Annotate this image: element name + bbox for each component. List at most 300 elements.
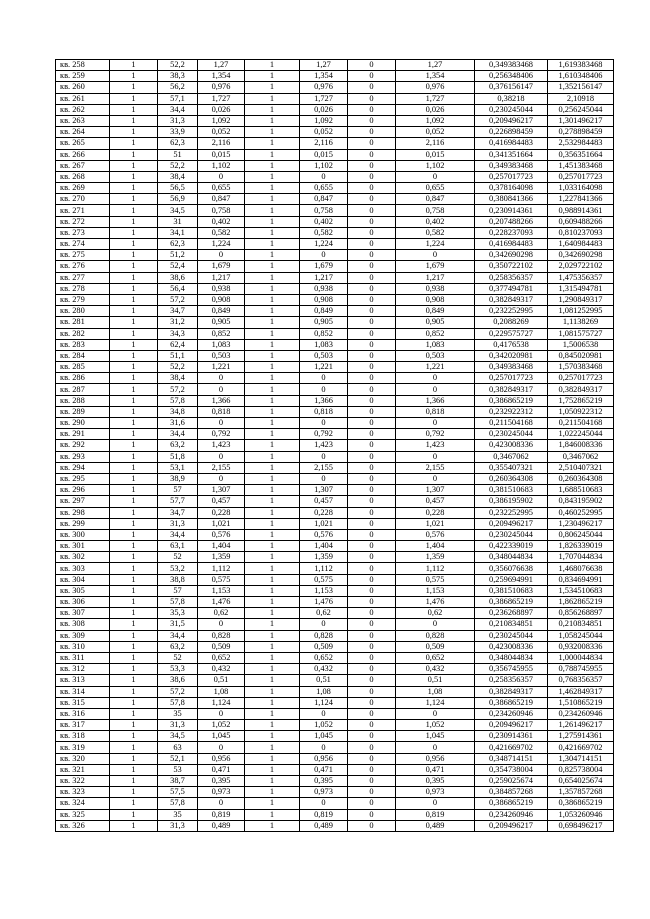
value-cell: 1 (110, 809, 158, 820)
value-cell: 0,355407321 (475, 462, 548, 473)
value-cell: 1 (245, 753, 300, 764)
table-row (56, 809, 614, 820)
apartment-cell: кв. 303 (56, 563, 110, 574)
value-cell: 1 (245, 451, 300, 462)
value-cell: 0,026 (198, 104, 245, 115)
value-cell: 1,224 (396, 239, 475, 250)
table-row (56, 82, 614, 93)
table-row (56, 731, 614, 742)
value-cell: 38,4 (158, 373, 198, 384)
value-cell: 0 (348, 641, 396, 652)
value-cell: 1,224 (198, 239, 245, 250)
value-cell: 1 (110, 753, 158, 764)
value-cell: 0,210834851 (548, 619, 614, 630)
value-cell: 0,818 (198, 406, 245, 417)
value-cell: 1 (110, 362, 158, 373)
value-cell: 0 (348, 708, 396, 719)
value-cell: 1 (245, 473, 300, 484)
value-cell: 1 (245, 261, 300, 272)
value-cell: 0,416984483 (475, 138, 548, 149)
value-cell: 0 (348, 283, 396, 294)
value-cell: 35 (158, 809, 198, 820)
value-cell: 0,938 (300, 283, 348, 294)
value-cell: 0,228 (300, 507, 348, 518)
value-cell: 1,423 (396, 440, 475, 451)
value-cell: 62,4 (158, 339, 198, 350)
table-row (56, 205, 614, 216)
value-cell: 0 (348, 507, 396, 518)
apartment-cell: кв. 294 (56, 462, 110, 473)
value-cell: 1 (245, 641, 300, 652)
value-cell: 0 (348, 820, 396, 831)
value-cell: 1 (110, 798, 158, 809)
value-cell: 0 (348, 60, 396, 71)
value-cell: 0,908 (396, 294, 475, 305)
value-cell: 0,655 (396, 183, 475, 194)
value-cell: 0,211504168 (475, 418, 548, 429)
table-row (56, 306, 614, 317)
value-cell: 1,354 (396, 71, 475, 82)
value-cell: 1 (245, 373, 300, 384)
value-cell: 0,825738004 (548, 764, 614, 775)
value-cell: 0,226898459 (475, 127, 548, 138)
value-cell: 38,7 (158, 776, 198, 787)
apartment-cell: кв. 281 (56, 317, 110, 328)
value-cell: 0 (198, 708, 245, 719)
value-cell: 0,256245044 (548, 104, 614, 115)
value-cell: 0,232252995 (475, 306, 548, 317)
value-cell: 1 (110, 216, 158, 227)
value-cell: 1 (110, 764, 158, 775)
value-cell: 0 (300, 373, 348, 384)
value-cell: 0 (348, 652, 396, 663)
value-cell: 1,359 (300, 552, 348, 563)
value-cell: 62,3 (158, 138, 198, 149)
value-cell: 0,856268897 (548, 608, 614, 619)
value-cell: 0 (348, 764, 396, 775)
value-cell: 0,847 (198, 194, 245, 205)
value-cell: 1,227841366 (548, 194, 614, 205)
apartment-cell: кв. 301 (56, 541, 110, 552)
apartment-cell: кв. 283 (56, 339, 110, 350)
value-cell: 1 (110, 731, 158, 742)
value-cell: 0 (348, 473, 396, 484)
value-cell: 0,509 (300, 641, 348, 652)
value-cell: 0 (396, 451, 475, 462)
table-row (56, 585, 614, 596)
value-cell: 1,050922312 (548, 406, 614, 417)
value-cell: 57,8 (158, 597, 198, 608)
value-cell: 1,112 (300, 563, 348, 574)
value-cell: 0,503 (396, 350, 475, 361)
table-row (56, 742, 614, 753)
value-cell: 0 (348, 127, 396, 138)
value-cell: 2,155 (198, 462, 245, 473)
value-cell: 0,845020981 (548, 350, 614, 361)
value-cell: 1 (245, 317, 300, 328)
value-cell: 35 (158, 708, 198, 719)
value-cell: 0,806245044 (548, 529, 614, 540)
table-row (56, 776, 614, 787)
value-cell: 2,532984483 (548, 138, 614, 149)
value-cell: 0,257017723 (475, 171, 548, 182)
value-cell: 0,386865219 (475, 395, 548, 406)
value-cell: 1 (110, 787, 158, 798)
apartment-cell: кв. 272 (56, 216, 110, 227)
apartment-cell: кв. 293 (56, 451, 110, 462)
value-cell: 1 (245, 138, 300, 149)
value-cell: 1 (245, 171, 300, 182)
value-cell: 1 (110, 708, 158, 719)
value-cell: 1 (110, 183, 158, 194)
value-cell: 34,4 (158, 104, 198, 115)
table-row (56, 563, 614, 574)
value-cell: 0,976 (198, 82, 245, 93)
value-cell: 1 (245, 574, 300, 585)
value-cell: 1 (245, 630, 300, 641)
value-cell: 0 (348, 809, 396, 820)
apartment-cell: кв. 261 (56, 93, 110, 104)
value-cell: 0,576 (300, 529, 348, 540)
value-cell: 1 (110, 552, 158, 563)
value-cell: 1,217 (300, 272, 348, 283)
value-cell: 1,752865219 (548, 395, 614, 406)
value-cell: 0,382849317 (475, 384, 548, 395)
value-cell: 0,256348406 (475, 71, 548, 82)
table-row (56, 149, 614, 160)
value-cell: 1 (110, 473, 158, 484)
value-cell: 63,1 (158, 541, 198, 552)
value-cell: 1 (110, 294, 158, 305)
apartment-cell: кв. 320 (56, 753, 110, 764)
value-cell: 0 (348, 496, 396, 507)
value-cell: 0 (198, 619, 245, 630)
table-row (56, 60, 614, 71)
value-cell: 0 (396, 798, 475, 809)
value-cell: 0,908 (300, 294, 348, 305)
value-cell: 0,576 (198, 529, 245, 540)
value-cell: 0,228237093 (475, 227, 548, 238)
value-cell: 52,2 (158, 362, 198, 373)
table-row (56, 619, 614, 630)
table-row (56, 597, 614, 608)
value-cell: 2,116 (198, 138, 245, 149)
value-cell: 1,112 (396, 563, 475, 574)
value-cell: 0,792 (198, 429, 245, 440)
value-cell: 0 (198, 171, 245, 182)
value-cell: 0 (300, 798, 348, 809)
apartment-cell: кв. 290 (56, 418, 110, 429)
value-cell: 0,652 (300, 652, 348, 663)
value-cell: 0,421669702 (475, 742, 548, 753)
value-cell: 0,819 (198, 809, 245, 820)
table-row (56, 328, 614, 339)
value-cell: 0 (348, 529, 396, 540)
value-cell: 57,7 (158, 496, 198, 507)
value-cell: 57,1 (158, 93, 198, 104)
value-cell: 63,2 (158, 440, 198, 451)
value-cell: 0,342690298 (548, 250, 614, 261)
value-cell: 1 (245, 597, 300, 608)
value-cell: 0,810237093 (548, 227, 614, 238)
value-cell: 38,6 (158, 675, 198, 686)
value-cell: 0,230914361 (475, 731, 548, 742)
value-cell: 38,9 (158, 473, 198, 484)
apartment-cell: кв. 321 (56, 764, 110, 775)
value-cell: 1,092 (396, 115, 475, 126)
value-cell: 0,232922312 (475, 406, 548, 417)
value-cell: 31,3 (158, 115, 198, 126)
value-cell: 53,1 (158, 462, 198, 473)
value-cell: 1,153 (198, 585, 245, 596)
apartment-cell: кв. 262 (56, 104, 110, 115)
value-cell: 0,228 (198, 507, 245, 518)
value-cell: 1,261496217 (548, 720, 614, 731)
value-cell: 34,7 (158, 306, 198, 317)
value-cell: 0 (348, 518, 396, 529)
value-cell: 1 (245, 160, 300, 171)
table-row (56, 339, 614, 350)
table-row (56, 473, 614, 484)
value-cell: 0 (348, 82, 396, 93)
value-cell: 34,4 (158, 429, 198, 440)
value-cell: 2,116 (396, 138, 475, 149)
value-cell: 0,609488266 (548, 216, 614, 227)
apartment-cell: кв. 269 (56, 183, 110, 194)
apartment-cell: кв. 314 (56, 686, 110, 697)
value-cell: 0,758 (198, 205, 245, 216)
value-cell: 1 (110, 742, 158, 753)
value-cell: 0 (348, 787, 396, 798)
apartment-cell: кв. 273 (56, 227, 110, 238)
value-cell: 0,423008336 (475, 440, 548, 451)
value-cell: 1 (110, 776, 158, 787)
apartment-cell: кв. 264 (56, 127, 110, 138)
value-cell: 1,217 (198, 272, 245, 283)
value-cell: 1 (245, 708, 300, 719)
table-row (56, 104, 614, 115)
table-row (56, 641, 614, 652)
apartment-cell: кв. 289 (56, 406, 110, 417)
value-cell: 0 (348, 406, 396, 417)
value-cell: 1,224 (300, 239, 348, 250)
value-cell: 0,052 (396, 127, 475, 138)
value-cell: 1,124 (300, 697, 348, 708)
value-cell: 0,015 (198, 149, 245, 160)
value-cell: 0,758 (300, 205, 348, 216)
table-row (56, 127, 614, 138)
value-cell: 1,27 (198, 60, 245, 71)
value-cell: 57 (158, 585, 198, 596)
value-cell: 0,349383468 (475, 60, 548, 71)
value-cell: 0 (348, 697, 396, 708)
value-cell: 1,102 (396, 160, 475, 171)
value-cell: 2,510407321 (548, 462, 614, 473)
value-cell: 1 (110, 261, 158, 272)
value-cell: 51,2 (158, 250, 198, 261)
value-cell: 0 (348, 171, 396, 182)
value-cell: 38,6 (158, 272, 198, 283)
value-cell: 0,973 (300, 787, 348, 798)
value-cell: 0 (198, 451, 245, 462)
table-row (56, 115, 614, 126)
value-cell: 62,3 (158, 239, 198, 250)
value-cell: 38,3 (158, 71, 198, 82)
value-cell: 1 (245, 149, 300, 160)
value-cell: 0,38218 (475, 93, 548, 104)
value-cell: 0,432 (198, 664, 245, 675)
value-cell: 1 (245, 619, 300, 630)
value-cell: 0 (348, 451, 396, 462)
value-cell: 0,908 (198, 294, 245, 305)
value-cell: 0,457 (396, 496, 475, 507)
value-cell: 0,828 (396, 630, 475, 641)
value-cell: 0 (348, 272, 396, 283)
value-cell: 0,015 (396, 149, 475, 160)
value-cell: 0,503 (300, 350, 348, 361)
value-cell: 1,307 (198, 485, 245, 496)
apartment-cell: кв. 310 (56, 641, 110, 652)
value-cell: 34,4 (158, 529, 198, 540)
value-cell: 0,260364308 (475, 473, 548, 484)
table-row (56, 529, 614, 540)
value-cell: 1 (110, 529, 158, 540)
value-cell: 1 (245, 742, 300, 753)
value-cell: 0,356076638 (475, 563, 548, 574)
table-row (56, 708, 614, 719)
apartment-cell: кв. 302 (56, 552, 110, 563)
value-cell: 0,819 (396, 809, 475, 820)
value-cell: 52 (158, 652, 198, 663)
value-cell: 1,275914361 (548, 731, 614, 742)
value-cell: 0,402 (300, 216, 348, 227)
value-cell: 1 (110, 418, 158, 429)
value-cell: 1 (110, 384, 158, 395)
value-cell: 1,021 (300, 518, 348, 529)
table-row (56, 384, 614, 395)
value-cell: 1,124 (396, 697, 475, 708)
apartment-cell: кв. 317 (56, 720, 110, 731)
table-row (56, 787, 614, 798)
value-cell: 0,378164098 (475, 183, 548, 194)
value-cell: 1,610348406 (548, 71, 614, 82)
value-cell: 1 (245, 60, 300, 71)
value-cell: 0 (396, 171, 475, 182)
value-cell: 1 (245, 283, 300, 294)
value-cell: 1,619383468 (548, 60, 614, 71)
value-cell: 52 (158, 552, 198, 563)
value-cell: 0 (348, 384, 396, 395)
value-cell: 0,973 (198, 787, 245, 798)
table-row (56, 753, 614, 764)
value-cell: 1,5006538 (548, 339, 614, 350)
value-cell: 1,404 (198, 541, 245, 552)
value-cell: 1 (245, 406, 300, 417)
value-cell: 1 (110, 585, 158, 596)
value-cell: 0,278898459 (548, 127, 614, 138)
value-cell: 1 (110, 239, 158, 250)
value-cell: 0,416984483 (475, 239, 548, 250)
value-cell: 1,476 (300, 597, 348, 608)
value-cell: 1,366 (300, 395, 348, 406)
value-cell: 1,727 (396, 93, 475, 104)
apartment-cell: кв. 260 (56, 82, 110, 93)
table-row (56, 227, 614, 238)
value-cell: 1 (245, 798, 300, 809)
value-cell: 0 (348, 664, 396, 675)
apartment-cell: кв. 285 (56, 362, 110, 373)
value-cell: 0,209496217 (475, 720, 548, 731)
table-row (56, 71, 614, 82)
apartment-cell: кв. 266 (56, 149, 110, 160)
value-cell: 51,8 (158, 451, 198, 462)
value-cell: 2,029722102 (548, 261, 614, 272)
value-cell: 0 (348, 216, 396, 227)
value-cell: 1 (245, 93, 300, 104)
value-cell: 0,655 (300, 183, 348, 194)
value-cell: 0,382849317 (475, 686, 548, 697)
value-cell: 0,386865219 (475, 697, 548, 708)
value-cell: 0 (300, 451, 348, 462)
value-cell: 0 (348, 753, 396, 764)
value-cell: 1 (110, 608, 158, 619)
apartment-cell: кв. 270 (56, 194, 110, 205)
value-cell: 0 (396, 418, 475, 429)
value-cell: 0 (348, 93, 396, 104)
value-cell: 1,862865219 (548, 597, 614, 608)
apartment-cell: кв. 309 (56, 630, 110, 641)
table-row (56, 697, 614, 708)
value-cell: 57,8 (158, 395, 198, 406)
table-row (56, 686, 614, 697)
value-cell: 1 (110, 518, 158, 529)
value-cell: 0 (300, 708, 348, 719)
value-cell: 56,4 (158, 283, 198, 294)
value-cell: 0 (348, 339, 396, 350)
value-cell: 1 (245, 362, 300, 373)
data-table (55, 59, 614, 832)
value-cell: 0,905 (198, 317, 245, 328)
value-cell: 1 (245, 339, 300, 350)
value-cell: 0,350722102 (475, 261, 548, 272)
value-cell: 1 (110, 675, 158, 686)
value-cell: 1 (245, 71, 300, 82)
value-cell: 0,852 (198, 328, 245, 339)
value-cell: 1,679 (396, 261, 475, 272)
table-row (56, 418, 614, 429)
value-cell: 1,081252995 (548, 306, 614, 317)
value-cell: 1 (245, 462, 300, 473)
table-row (56, 574, 614, 585)
table-row (56, 250, 614, 261)
value-cell: 0 (198, 473, 245, 484)
value-cell: 0,852 (396, 328, 475, 339)
value-cell: 0,386865219 (475, 798, 548, 809)
table-row (56, 518, 614, 529)
value-cell: 57,2 (158, 384, 198, 395)
value-cell: 0,230245044 (475, 529, 548, 540)
value-cell: 0,386865219 (548, 798, 614, 809)
table-row (56, 440, 614, 451)
table-row (56, 350, 614, 361)
value-cell: 1,359 (198, 552, 245, 563)
value-cell: 1,366 (198, 395, 245, 406)
value-cell: 0,4176538 (475, 339, 548, 350)
value-cell: 1 (110, 328, 158, 339)
value-cell: 0,402 (396, 216, 475, 227)
apartment-cell: кв. 258 (56, 60, 110, 71)
value-cell: 1,307 (396, 485, 475, 496)
